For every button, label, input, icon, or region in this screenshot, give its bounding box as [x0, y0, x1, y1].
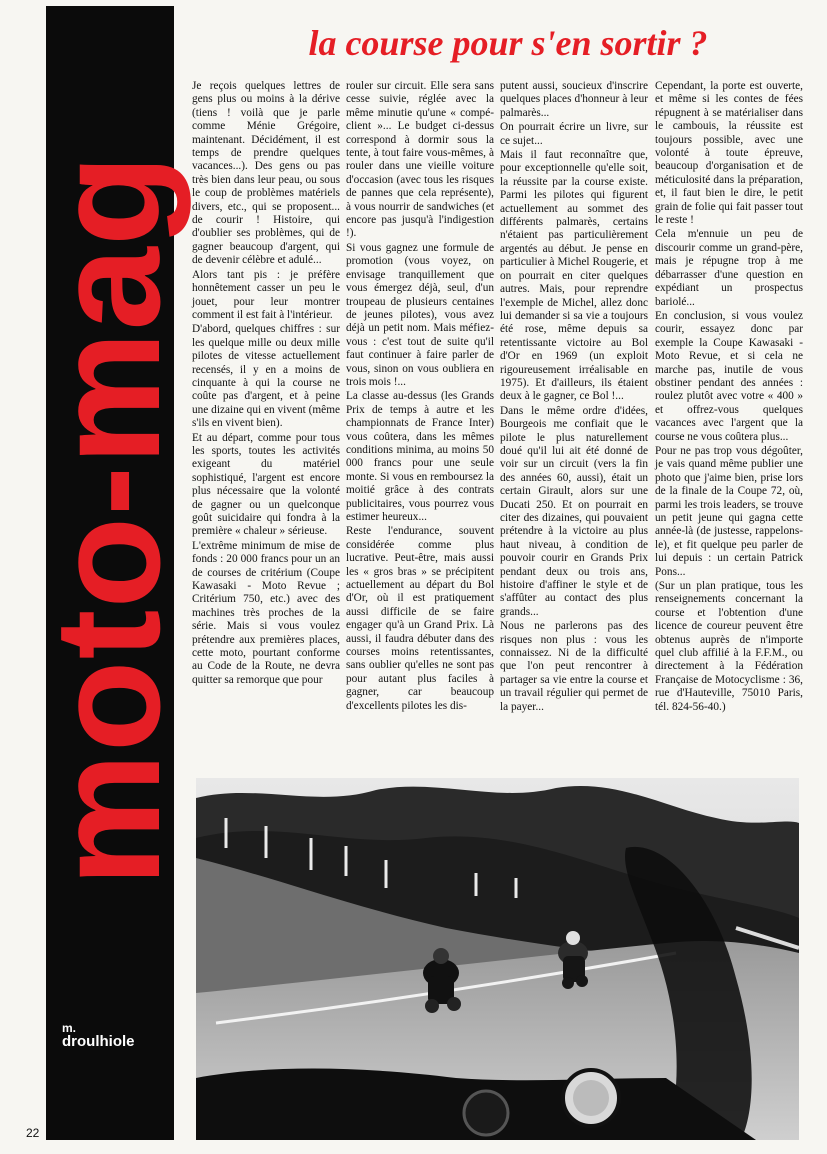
article-column-1 [192, 80, 340, 780]
paragraph: Et au départ, comme pour tous les sports, toutes les activités exigeant du matériel sophistiqué, l'argent est encore plus nécessaire que la volonté de gagner ou un quelconque goût suicidaire qui fondra à la première « chaleur » sérieuse. [192, 431, 340, 538]
paragraph: Cependant, la porte est ouverte, et même si les contes de fées répugnent à se matérialiser dans le cambouis, la réussite est toujours possible, avec une volonté à toute épreuve, beaucoup d'organisation et de méticulosité dans la préparation, et, il faut bien le dire, le petit grain de folie qui fait passer tout le reste ! [655, 80, 803, 227]
paragraph: Si vous gagnez une formule de promotion (vous voyez, on envisage tranquillement que vous émergez déjà, seul, d'un troupeau de plusieurs centaines de jeunes pilotes), vous avez déjà un petit nom. Mais méfiez-vous : c'est tout de suite qu'il faut continuer à faire parler de vous, sinon on vous oubliera en trois mois !... [346, 241, 494, 388]
race-photo-illustration [196, 778, 799, 1140]
paragraph: La classe au-dessus (les Grands Prix de temps à autre et les championnats de France Inter) vous coûtera, dans les mêmes conditions minima, au moins 50 000 francs pour une seule monte. Si vous en remboursez la moitié grâce à des contrats publicitaires, vous pourrez vous estimer heureux... [346, 390, 494, 523]
page-number: 22 [26, 1126, 40, 1140]
article-headline: la course pour s'en sortir ? [308, 23, 708, 63]
author-name: droulhiole [62, 1033, 135, 1050]
author-credit [62, 1022, 162, 1049]
paragraph: On pourrait écrire un livre, sur ce sujet... [500, 121, 648, 147]
vertical-magazine-title: moto-mag [23, 153, 191, 887]
article-column-2 [346, 80, 494, 770]
paragraph: putent aussi, soucieux d'inscrire quelques places d'honneur à leur palmarès... [500, 80, 648, 119]
paragraph: Reste l'endurance, souvent considérée comme plus lucrative. Peut-être, mais aussi les « gros bras » se précipitent actuellement au départ du Bol d'Or, où il est pratiquement aussi difficile de se faire engager qu'à un Grand Prix. Là aussi, il faudra débuter dans des courses moins retentissantes, sans oublier qu'elles ne sont pas pour autant plus faciles à gagner, car beaucoup d'excellents pilotes les dis- [346, 525, 494, 712]
paragraph: Je reçois quelques lettres de gens plus ou moins à la dérive (tiens ! voilà que je parle comme Ménie Grégoire, maintenant. Décidément, il est temps de prendre quelques vacances...). Des gens ou pas très bien dans leur peau, ou sous le coup de problèmes matériels divers, etc., qui se proposent... de courir ! Histoire, qui d'oublier ses problèmes, qui de gagner beaucoup d'argent, qui de devenir célèbre et adulé... [192, 80, 340, 267]
paragraph: En conclusion, si vous voulez courir, essayez donc par exemple la Coupe Kawasaki - Moto Revue, et si cela ne marche pas, inutile de vous obstiner pendant des années : roulez plutôt avec votre « 400 » et offrez-vous quelques vacances avec l'argent que la course ne vous coûtera plus... [655, 309, 803, 443]
paragraph: rouler sur circuit. Elle sera sans cesse suivie, réglée avec la même minutie qu'une « compé-client »... Le budget ci-dessus correspond à dormir sous la tente, à tout faire vous-mêmes, à rouler dans une vieille voiture d'occasion (avec tous les risques de pannes que cela représente), à vous nourrir de sandwiches (et encore pas jusqu'à l'indigestion !). [346, 80, 494, 240]
paragraph: D'abord, quelques chiffres : sur les quelque mille ou deux mille pilotes de vitesse actuellement recensés, il y en a moins de cinquante à qui la course ne coûte pas d'argent, et à peine une dizaine qui en vivent (même s'ils en vivent bien). [192, 323, 340, 430]
article-column-4 [655, 80, 803, 800]
paragraph-practical-info: (Sur un plan pratique, tous les renseignements concernant la course et l'obtention d'une licence de coureur peuvent être obtenus auprès de n'importe quel club affilié à la F.F.M., ou directement à la Fédération Française de Motocyclisme : 36, rue d'Hauteville, 75010 Paris, tél. 824-56-40.) [655, 580, 803, 713]
paragraph: Dans le même ordre d'idées, Bourgeois me confiait que le pilote le plus naturellement doué qu'il lui ait été donné de voir sur un circuit (vers la fin des années 60, aussi), était un certain Girault, alors sur une Ducati 250. Et on pourrait en citer des dizaines, qui pouvaient prétendre à la victoire au plus haut niveau, à condition de pouvoir courir en Grands Prix pendant deux ou trois ans, histoire d'affiner le style et de s'affûter au contact des plus grands... [500, 404, 648, 618]
paragraph: Mais il faut reconnaître que, pour exceptionnelle qu'elle soit, la réussite par la course existe. Parmi les pilotes qui figurent actuellement au sommet des différents palmarès, certains n'étaient pas particulièrement argentés au début. Je pense en particulier à Michel Rougerie, et on pourrait en citer quelques autres. Mais, pour reprendre l'exemple de Michel, allez donc lui demander si sa vie a toujours été rose, même depuis sa retentissante victoire au Bol d'Or en 1969 (un exploit rigoureusement irréalisable en 1975). Et d'ailleurs, ils étaient deux à le gagner, ce Bol !... [500, 149, 648, 403]
race-photo [196, 778, 799, 1140]
paragraph: Nous ne parlerons pas des risques non plus : vous les connaissez. Ni de la difficulté que l'on peut rencontrer à partager sa vie entre la course et un travail régulier qui permet de la payer... [500, 620, 648, 713]
paragraph: Pour ne pas trop vous dégoûter, je vais quand même publier une photo que j'aime bien, prise lors de la finale de la Coupe 72, où, parmi les trois leaders, se trouve un petit jeune qui gagna cette année-là (de justesse, rappelons-le), et fit quelque peu parler de lui depuis : un certain Patrick Pons... [655, 444, 803, 578]
paragraph: Alors tant pis : je préfère honnêtement casser un peu le jouet, pour leur montrer comment il est fait à l'intérieur. [192, 268, 340, 321]
paragraph: Cela m'ennuie un peu de discourir comme un grand-père, mais je répugne trop à me débarrasser d'une question en expédiant un prospectus bariolé... [655, 228, 803, 308]
article-column-3 [500, 80, 648, 770]
paragraph: L'extrême minimum de mise de fonds : 20 000 francs pour un an de courses de critérium (Coupe Kawasaki - Moto Revue ; Critérium 750, etc.) avec des machines très proches de la série. Mais si vous voulez prétendre aux premières places, cette moto, pourtant conforme au Code de la Route, ne devra quitter sa remorque que pour [192, 539, 340, 686]
author-initial: m. [62, 1021, 77, 1035]
